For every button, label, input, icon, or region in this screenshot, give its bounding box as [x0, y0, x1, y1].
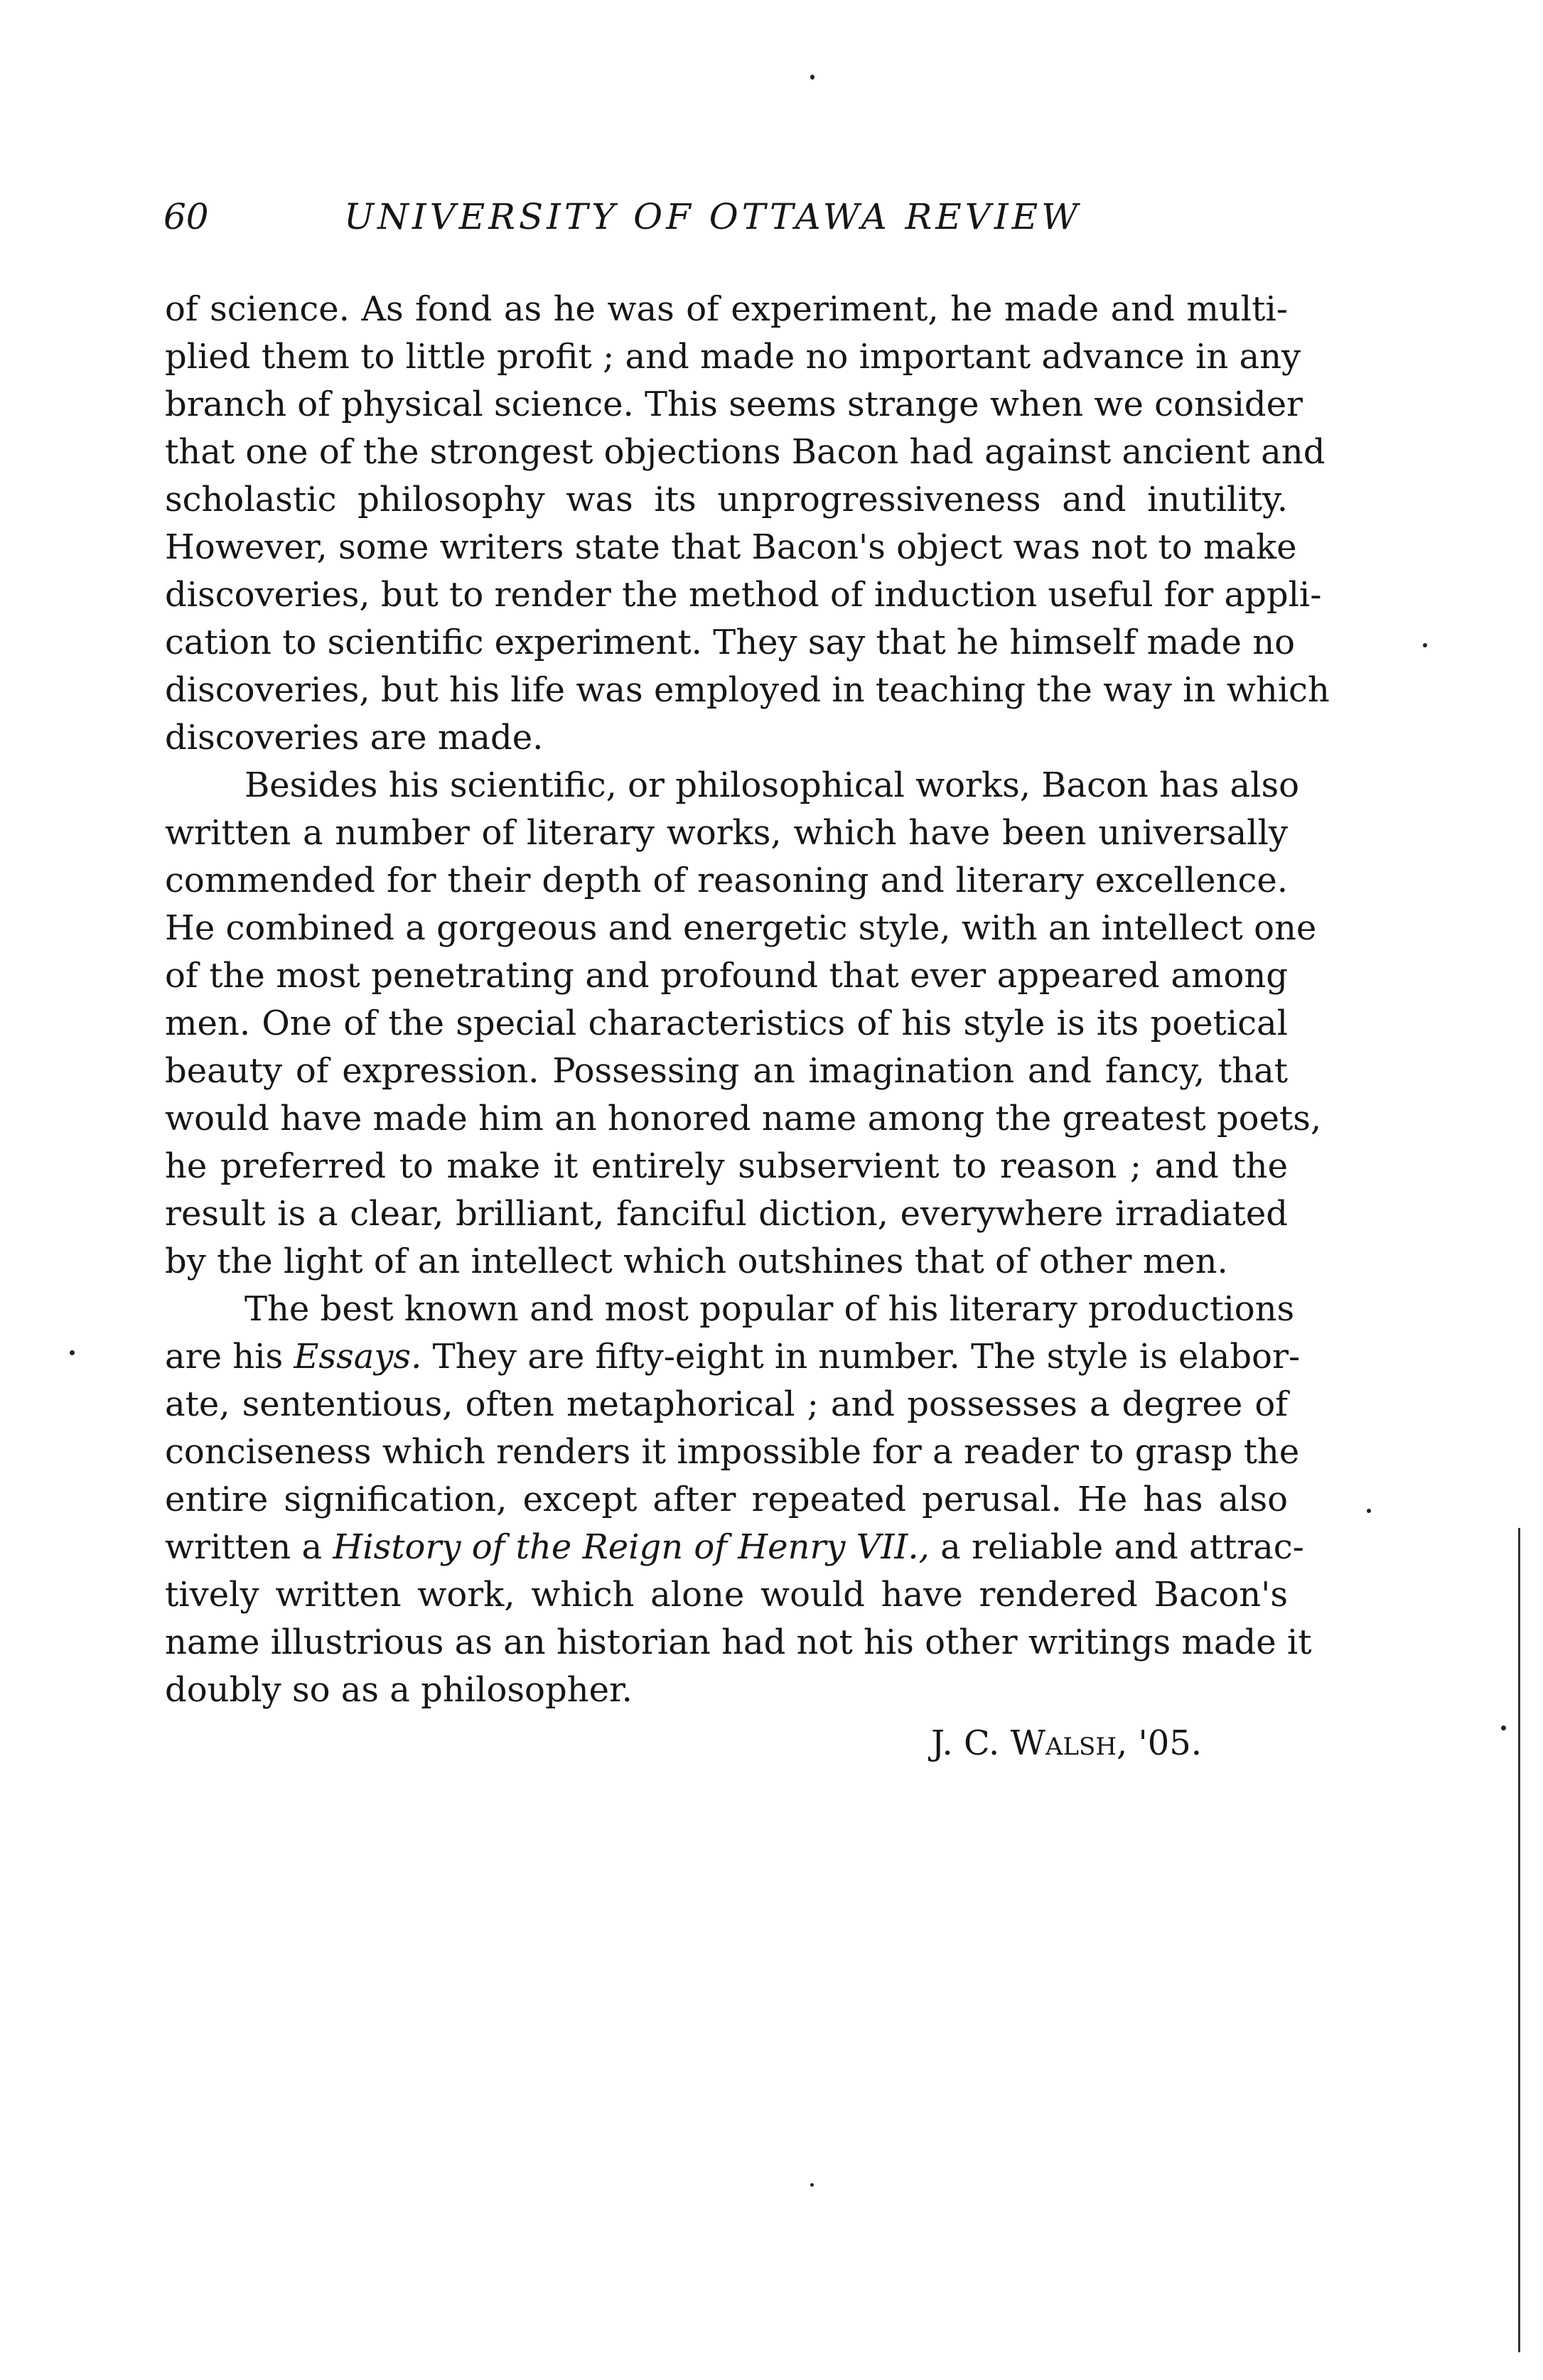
text-line: cation to scientific experiment. They say that he himself made no	[165, 623, 1295, 662]
signature-initials: J. C.	[931, 1723, 1011, 1763]
text-line: of the most penetrating and profound that ever appeared among	[165, 956, 1288, 996]
history-title: History of the Reign of Henry VII.,	[333, 1527, 930, 1567]
text-line: tively written work, which alone would have rendered Bacon's	[165, 1575, 1288, 1615]
text-line: He combined a gorgeous and energetic style, with an intellect one	[165, 908, 1317, 948]
text-line: discoveries are made.	[165, 718, 544, 758]
text-run: written a	[165, 1527, 333, 1567]
author-signature	[931, 1720, 1202, 1767]
text-line: of science. As fond as he was of experiment, he made and multi-	[165, 289, 1288, 329]
text-line: written a number of literary works, which have been universally	[165, 813, 1288, 853]
text-line: he preferred to make it entirely subservient to reason ; and the	[165, 1146, 1288, 1186]
text-line: by the light of an intellect which outshines that of other men.	[165, 1242, 1228, 1281]
paragraph-1	[165, 286, 1330, 762]
text-line: commended for their depth of reasoning and literary excellence.	[165, 861, 1288, 900]
scan-speck	[1367, 1509, 1371, 1513]
scan-speck	[810, 2183, 814, 2187]
essays-title: Essays.	[294, 1337, 422, 1377]
text-line: conciseness which renders it impossible for a reader to grasp the	[165, 1432, 1300, 1472]
article-body	[165, 286, 1330, 1714]
text-line: that one of the strongest objections Bacon had against ancient and	[165, 432, 1326, 472]
scan-speck	[1501, 1725, 1506, 1730]
scan-speck	[70, 1350, 75, 1355]
text-run: are his	[165, 1337, 294, 1377]
text-line	[165, 1524, 1304, 1571]
text-line: The best known and most popular of his literary productions	[244, 1289, 1295, 1329]
text-line: plied them to little profit ; and made no important advance in any	[165, 337, 1301, 377]
text-line: discoveries, but his life was employed in teaching the way in which	[165, 670, 1330, 710]
page-number: 60	[163, 196, 209, 237]
text-line: would have made him an honored name among the greatest poets,	[165, 1099, 1322, 1138]
signature-year: , '05.	[1116, 1723, 1203, 1763]
text-line: doubly so as a philosopher.	[165, 1670, 633, 1710]
text-line: entire signification, except after repeated perusal. He has also	[165, 1480, 1288, 1519]
text-line: ate, sententious, often metaphorical ; and possesses a degree of	[165, 1384, 1288, 1424]
text-run: They are fifty-eight in number. The style is elabor-	[421, 1337, 1301, 1377]
paragraph-3	[165, 1286, 1312, 1714]
journal-title: UNIVERSITY OF OTTAWA REVIEW	[344, 196, 1082, 237]
running-head	[163, 188, 1329, 245]
text-line: men. One of the special characteristics of his style is its poetical	[165, 1003, 1288, 1043]
paragraph-2	[165, 762, 1322, 1286]
scan-speck	[810, 75, 814, 80]
text-line: branch of physical science. This seems strange when we consider	[165, 384, 1303, 424]
text-line: However, some writers state that Bacon's object was not to make	[165, 527, 1297, 567]
scan-speck	[1423, 643, 1427, 647]
scan-edge-line	[1518, 1528, 1520, 2352]
text-line: beauty of expression. Possessing an imagination and fancy, that	[165, 1051, 1288, 1091]
text-line: discoveries, but to render the method of induction useful for appli-	[165, 575, 1322, 615]
text-run: a reliable and attrac-	[929, 1527, 1304, 1567]
text-line: result is a clear, brilliant, fanciful diction, everywhere irradiated	[165, 1194, 1288, 1234]
text-line: name illustrious as an historian had not his other writings made it	[165, 1622, 1312, 1662]
text-line: Besides his scientific, or philosophical works, Bacon has also	[244, 765, 1299, 805]
text-line	[165, 1333, 1301, 1381]
signature-name: Walsh	[1010, 1723, 1117, 1763]
text-line: scholastic philosophy was its unprogressiveness and inutility.	[165, 480, 1288, 519]
